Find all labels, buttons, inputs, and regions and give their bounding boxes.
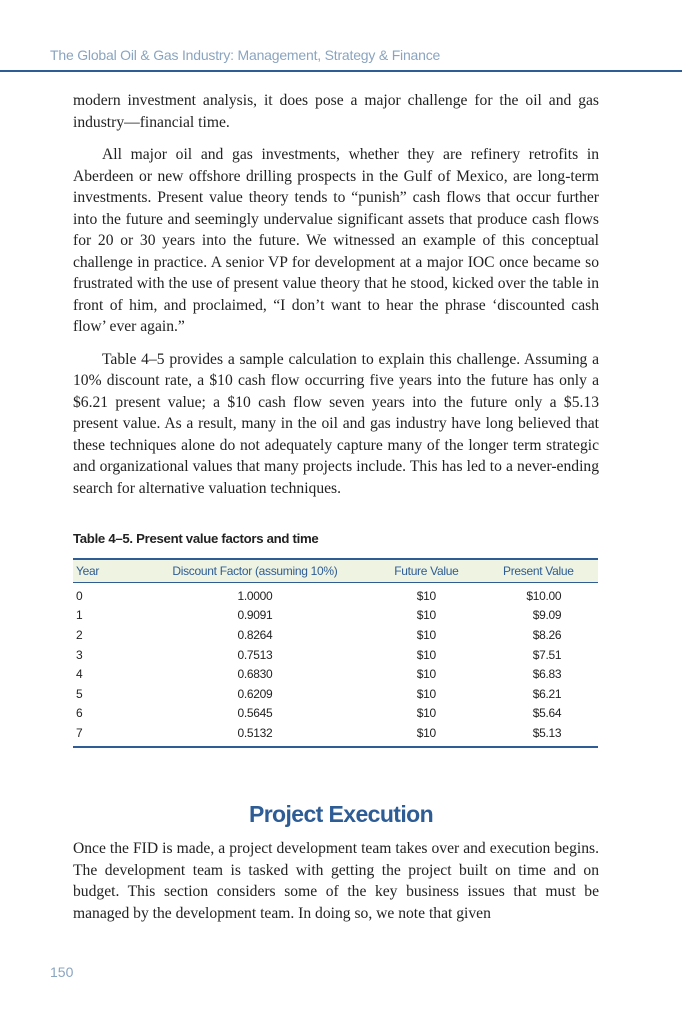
cell-year: 0 xyxy=(76,588,83,603)
cell-present-value xyxy=(479,583,598,606)
table-row xyxy=(73,704,598,724)
cell-future-value: $10 xyxy=(416,647,436,662)
header-future-value: Future Value xyxy=(374,559,478,583)
cell-year: 2 xyxy=(76,627,83,642)
header-year: Year xyxy=(73,559,136,583)
header-rule xyxy=(0,70,682,72)
body-paragraph-2: All major oil and gas investments, whether they are refinery retrofits in Aberdeen or new offshore drilling prospects in the Gulf of Mexico, are long-term investments. Present value theory tends to “punish” cash flows that occur further into the future and seemingly undervalue significant assets that produce cash flows for 20 or 30 years into the future. We witnessed an example of this conceptual challenge in practice. A senior VP for development at a major IOC once became so frustrated with the use of present value theory that he stood, kicked over the table in front of him, and proclaimed, “I don’t want to hear the phrase ‘discounted cash flow’ ever again.” xyxy=(73,146,599,335)
present-value-text: $6.21 xyxy=(532,686,562,701)
cell-year: 4 xyxy=(76,667,83,682)
present-value-text: $5.13 xyxy=(532,725,562,740)
present-value-text: $6.83 xyxy=(532,667,562,682)
cell-present-value xyxy=(479,606,598,626)
present-value-table xyxy=(73,558,598,748)
cell-future-value: $10 xyxy=(374,723,478,747)
cell-discount-factor: 0.8264 xyxy=(237,627,273,642)
body-text xyxy=(73,90,599,510)
cell-future-value: $10 xyxy=(416,608,436,623)
cell-present-value xyxy=(479,645,598,665)
present-value-text: $8.26 xyxy=(532,627,562,642)
present-value-text: $5.64 xyxy=(532,706,562,721)
present-value-text: $7.51 xyxy=(532,647,562,662)
cell-present-value xyxy=(479,625,598,645)
section-paragraph-1: Once the FID is made, a project development team takes over and execution begins. The development team is tasked with getting the project built on time and on budget. This section considers some of the key business issues that must be managed by the development team. In doing so, we note that given xyxy=(73,840,599,922)
cell-future-value: $10 xyxy=(416,706,436,721)
running-header-title: The Global Oil & Gas Industry: Management, Strategy & Finance xyxy=(50,47,441,63)
body-paragraph-3: Table 4–5 provides a sample calculation to explain this challenge. Assuming a 10% discount rate, a $10 cash flow occurring five years into the future has only a $6.21 present value; a $10 cash flow seven years into the future only a $5.13 present value. As a result, many in the oil and gas industry have long believed that these techniques alone do not adequately capture many of the longer term strategic and organizational values that many projects include. This has led to a never-ending search for alternative valuation techniques. xyxy=(73,350,599,497)
cell-discount-factor: 0.6830 xyxy=(237,667,273,682)
header-discount-factor: Discount Factor (assuming 10%) xyxy=(136,559,374,583)
cell-year: 1 xyxy=(76,608,83,623)
cell-discount-factor: 0.9091 xyxy=(237,608,273,623)
cell-discount-factor: 0.5645 xyxy=(237,706,273,721)
cell-present-value xyxy=(479,723,598,747)
cell-discount-factor: 0.7513 xyxy=(237,647,273,662)
cell-discount-factor: 1.0000 xyxy=(237,588,273,603)
present-value-text: $9.09 xyxy=(532,608,562,623)
cell-present-value xyxy=(479,704,598,724)
cell-discount-factor: 0.6209 xyxy=(237,686,273,701)
table-row xyxy=(73,664,598,684)
section-body xyxy=(73,838,599,935)
table-row xyxy=(73,645,598,665)
table-row xyxy=(73,684,598,704)
header-present-value: Present Value xyxy=(479,559,598,583)
cell-present-value xyxy=(479,664,598,684)
page-number: 150 xyxy=(50,964,74,980)
cell-year: 5 xyxy=(76,686,83,701)
table-row xyxy=(73,625,598,645)
cell-present-value xyxy=(479,684,598,704)
table-header-row xyxy=(73,559,598,583)
cell-future-value: $10 xyxy=(416,588,436,603)
table-row xyxy=(73,583,598,606)
cell-future-value: $10 xyxy=(416,627,436,642)
cell-future-value: $10 xyxy=(416,667,436,682)
table-body xyxy=(73,583,598,747)
cell-year: 7 xyxy=(73,723,136,747)
cell-year: 3 xyxy=(76,647,83,662)
cell-future-value: $10 xyxy=(416,686,436,701)
table-row xyxy=(73,606,598,626)
cell-year: 6 xyxy=(76,706,83,721)
cell-discount-factor: 0.5132 xyxy=(136,723,374,747)
present-value-text: $10.00 xyxy=(526,588,562,603)
section-heading: Project Execution xyxy=(248,801,434,827)
table-row xyxy=(73,723,598,747)
table-caption: Table 4–5. Present value factors and time xyxy=(73,531,319,546)
body-paragraph-1: modern investment analysis, it does pose a major challenge for the oil and gas industry—financial time. xyxy=(73,92,599,131)
